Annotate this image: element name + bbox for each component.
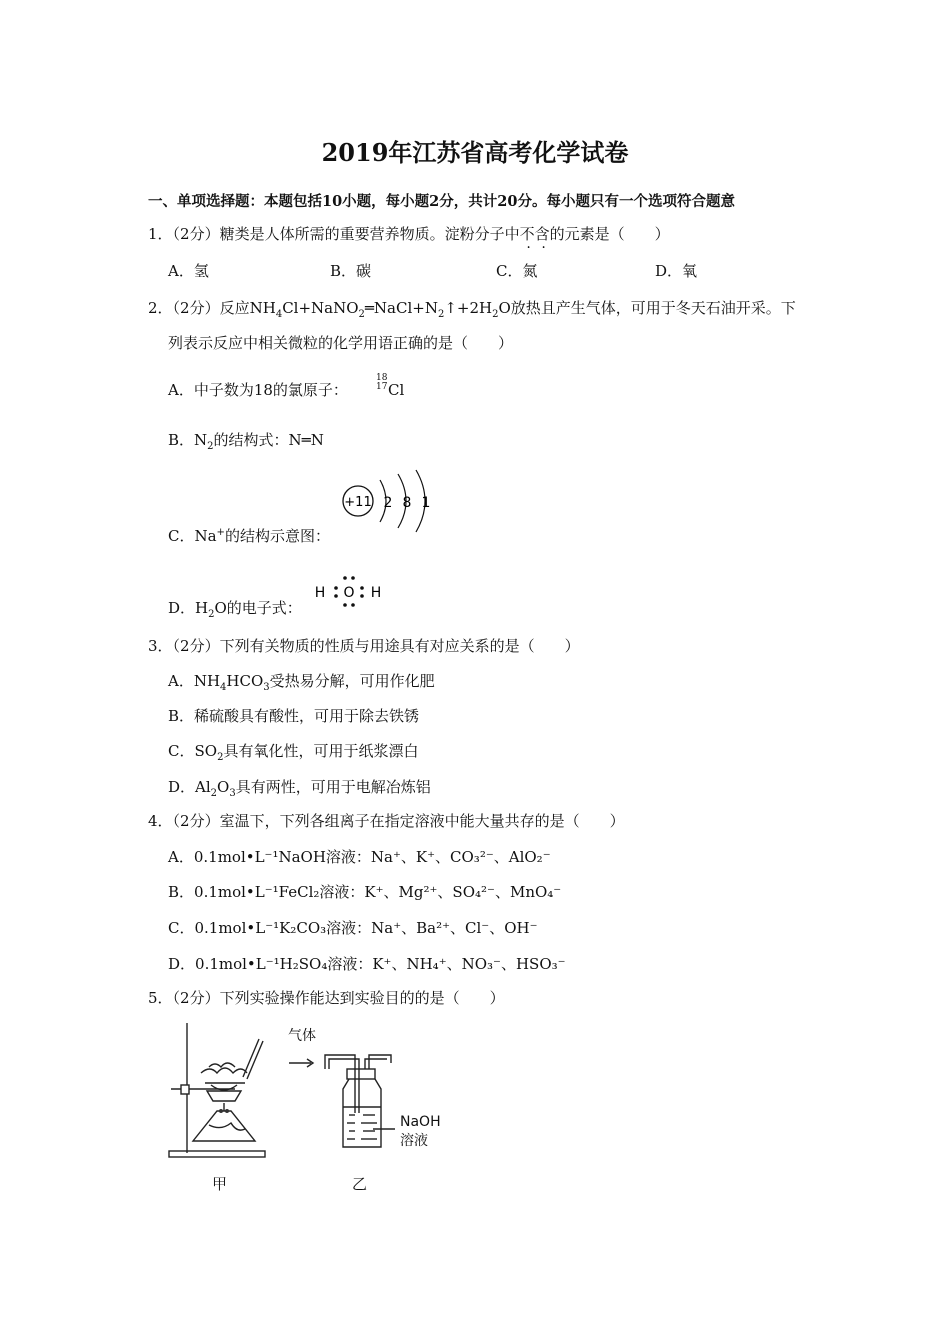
solution-label: 溶液 (400, 1133, 428, 1149)
q2-option-c[interactable]: C．Na+的结构示意图： (168, 527, 330, 545)
apparatus-jia-drawing (165, 1015, 275, 1165)
question-number: 1． (148, 225, 173, 243)
q4-option-b[interactable]: B．0.1mol•L⁻¹FeCl₂溶液：K⁺、Mg²⁺、SO₄²⁻、MnO₄⁻ (168, 883, 562, 901)
naoh-label: NaOH (400, 1114, 441, 1130)
q3-option-d[interactable]: D．$Al_2O_3$具有两性，可用于电解冶炼铝 (168, 778, 431, 799)
isotope-atomic-number: 17 (376, 382, 388, 392)
figure-label-jia: 甲 (212, 1175, 228, 1193)
q2-option-a[interactable]: A．中子数为18的氯原子： (168, 381, 348, 399)
q4-option-c[interactable]: C．0.1mol•L⁻¹K₂CO₃溶液：Na⁺、Ba²⁺、Cl⁻、OH⁻ (168, 919, 538, 937)
q2-option-b[interactable]: B．$N_2$的结构式：N═N (168, 431, 324, 452)
q1-option-a[interactable]: A．氢 (168, 262, 209, 280)
figure-label-yi: 乙 (352, 1175, 368, 1193)
isotope-symbol: Cl (388, 381, 405, 399)
q1-option-c[interactable]: C．氮 (496, 262, 538, 280)
hydrogen-symbol: H (314, 585, 326, 601)
emphasis-char: 不 (519, 225, 535, 243)
q3-option-c[interactable]: C．$SO_2$具有氧化性，可用于纸浆漂白 (168, 742, 419, 763)
nucleus-charge: +11 (344, 495, 372, 510)
q1-option-d[interactable]: D．氧 (655, 262, 698, 280)
gas-label: 气体 (288, 1028, 316, 1044)
q3-option-b[interactable]: B．稀硫酸具有酸性，可用于除去铁锈 (168, 707, 420, 725)
question-2-stem-line1: 2．（2分）反应$NH_4Cl+NaNO_2═NaCl+N_2↑+2H_2O$放热且产生气体，可用于冬天石油开采。下 (148, 299, 796, 320)
question-4-stem: 4．（2分）室温下，下列各组离子在指定溶液中能大量共存的是（ ） (148, 812, 625, 830)
page-title: 2019年江苏省高考化学试卷 (321, 138, 629, 167)
emphasis-char: 含 (534, 225, 550, 243)
question-1-stem: 1．（2分）糖类是人体所需的重要营养物质。淀粉分子中不含的元素是（ ） (148, 225, 670, 243)
water-electron-dot-formula (310, 574, 388, 610)
q3-option-a[interactable]: A．$NH_4HCO_3$受热易分解，可用作化肥 (168, 672, 435, 693)
q2-option-d[interactable]: D．$H_2O$的电子式： (168, 599, 302, 620)
isotope-mass-number: 18 (376, 373, 388, 383)
q4-option-d[interactable]: D．0.1mol•L⁻¹H₂SO₄溶液：K⁺、NH₄⁺、NO₃⁻、HSO₃⁻ (168, 955, 566, 973)
question-2-stem-line2: 列表示反应中相关微粒的化学用语正确的是（ ） (168, 334, 514, 352)
na-ion-structure-diagram (336, 464, 446, 534)
question-5-stem: 5．（2分）下列实验操作能达到实验目的的是（ ） (148, 989, 505, 1007)
hydrogen-symbol: H (370, 585, 382, 601)
shell-electrons: 1 (421, 495, 431, 511)
q4-option-a[interactable]: A．0.1mol•L⁻¹NaOH溶液：Na⁺、K⁺、CO₃²⁻、AlO₂⁻ (168, 848, 551, 866)
oxygen-symbol: O (343, 585, 355, 601)
q1-option-b[interactable]: B．碳 (330, 262, 372, 280)
shell-electrons: 2 (383, 495, 393, 511)
apparatus-yi-drawing (285, 1045, 395, 1165)
shell-electrons: 8 (402, 495, 412, 511)
section-heading-single-choice: 一、单项选择题：本题包括10小题，每小题2分，共计20分。每小题只有一个选项符合题意 (148, 193, 735, 210)
question-3-stem: 3．（2分）下列有关物质的性质与用途具有对应关系的是（ ） (148, 637, 580, 655)
